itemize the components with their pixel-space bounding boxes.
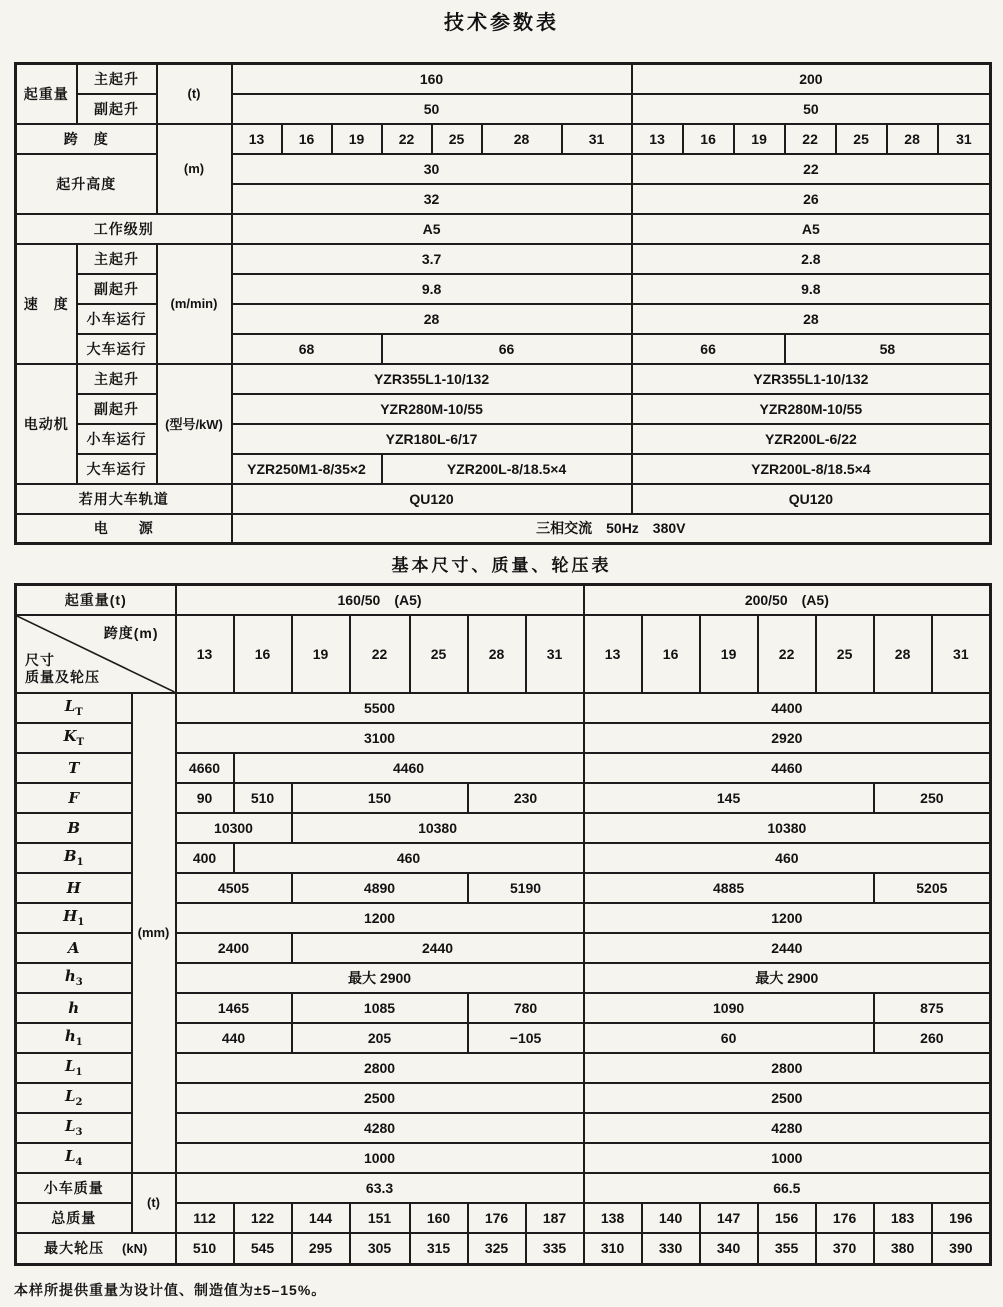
row-power bbox=[16, 514, 991, 544]
row-rail bbox=[16, 484, 991, 514]
unit-kn: (kN) bbox=[122, 1241, 148, 1257]
value-cell: 370 bbox=[816, 1233, 874, 1265]
value-cell: YZR200L-8/18.5×4 bbox=[382, 454, 632, 484]
value-cell: 10380 bbox=[584, 813, 991, 843]
dim-label-a bbox=[16, 933, 132, 963]
span-header-cell: 19 bbox=[292, 615, 350, 693]
value-cell: 355 bbox=[758, 1233, 816, 1265]
value-cell: 176 bbox=[816, 1203, 874, 1233]
value-cell: 390 bbox=[932, 1233, 991, 1265]
diagonal-label-span: 跨度(m) bbox=[103, 624, 159, 641]
label-trolley-travel: 小车运行 bbox=[77, 424, 157, 454]
value-cell: A5 bbox=[632, 214, 991, 244]
span-header-cell: 25 bbox=[816, 615, 874, 693]
value-cell: 1200 bbox=[584, 903, 991, 933]
value-cell: 780 bbox=[468, 993, 584, 1023]
value-cell: 2800 bbox=[584, 1053, 991, 1083]
dim-subscript: 2 bbox=[75, 1096, 83, 1108]
span-header-cell: 25 bbox=[432, 124, 482, 154]
label-crane-rail: 若用大车轨道 bbox=[16, 484, 232, 514]
value-cell: 最大 2900 bbox=[584, 963, 991, 993]
label-span: 跨 度 bbox=[16, 124, 157, 154]
max-wheel-load-text: 最大轮压 bbox=[44, 1240, 105, 1257]
value-cell: 60 bbox=[584, 1023, 874, 1053]
value-cell: 10380 bbox=[292, 813, 584, 843]
value-cell: 510 bbox=[176, 1233, 234, 1265]
value-cell: 875 bbox=[874, 993, 991, 1023]
dim-letter: H bbox=[63, 907, 78, 926]
span-header-cell: 16 bbox=[683, 124, 734, 154]
label-aux-hoist: 副起升 bbox=[77, 274, 157, 304]
value-cell: 2500 bbox=[584, 1083, 991, 1113]
unit-tonnes: (t) bbox=[157, 64, 232, 124]
dim-subscript: 1 bbox=[76, 856, 84, 868]
dim-subscript: T bbox=[76, 736, 84, 748]
value-cell: 112 bbox=[176, 1203, 234, 1233]
span-header-cell: 19 bbox=[734, 124, 785, 154]
value-cell: 1085 bbox=[292, 993, 468, 1023]
dim-label-l2 bbox=[16, 1083, 132, 1113]
dim-subscript: 3 bbox=[75, 1126, 83, 1138]
value-cell: 400 bbox=[176, 843, 234, 873]
value-cell: 335 bbox=[526, 1233, 584, 1265]
value-cell: 50 bbox=[632, 94, 991, 124]
dim-label-l4 bbox=[16, 1143, 132, 1173]
span-header-cell: 22 bbox=[785, 124, 836, 154]
label-duty-class: 工作级别 bbox=[16, 214, 232, 244]
value-cell: YZR355L1-10/132 bbox=[632, 364, 991, 394]
label-main-hoist: 主起升 bbox=[77, 244, 157, 274]
dim-subscript: 1 bbox=[77, 916, 85, 928]
value-cell: 2920 bbox=[584, 723, 991, 753]
label-main-hoist: 主起升 bbox=[77, 364, 157, 394]
dim-letter: h bbox=[64, 1027, 76, 1046]
dim-label-h bbox=[16, 993, 132, 1023]
value-cell: 460 bbox=[234, 843, 584, 873]
value-cell: 3100 bbox=[176, 723, 584, 753]
row-max-wheel-load bbox=[16, 1233, 991, 1265]
span-header-cell: 31 bbox=[932, 615, 991, 693]
value-cell: 145 bbox=[584, 783, 874, 813]
value-cell: 200 bbox=[632, 64, 991, 94]
value-cell: 315 bbox=[410, 1233, 468, 1265]
value-cell: 4400 bbox=[584, 693, 991, 723]
dim-label-h1 bbox=[16, 1023, 132, 1053]
span-header-cell: 19 bbox=[700, 615, 758, 693]
span-header-cell: 25 bbox=[836, 124, 887, 154]
label-crane-travel: 大车运行 bbox=[77, 334, 157, 364]
dim-subscript: 4 bbox=[75, 1156, 83, 1168]
span-header-cell: 13 bbox=[632, 124, 683, 154]
span-header-cell: 19 bbox=[332, 124, 382, 154]
unit-m-per-min: (m/min) bbox=[157, 244, 232, 364]
row-capacity-main bbox=[16, 64, 991, 94]
value-cell: 三相交流 50Hz 380V bbox=[232, 514, 991, 544]
label-trolley-travel: 小车运行 bbox=[77, 304, 157, 334]
value-cell: 2400 bbox=[176, 933, 292, 963]
value-cell: 156 bbox=[758, 1203, 816, 1233]
value-cell: 最大 2900 bbox=[176, 963, 584, 993]
group-header-cell: 160/50 (A5) bbox=[176, 585, 584, 615]
span-header-cell: 22 bbox=[350, 615, 410, 693]
value-cell: 9.8 bbox=[232, 274, 632, 304]
dim-letter: K bbox=[63, 727, 77, 746]
value-cell: 50 bbox=[232, 94, 632, 124]
value-cell: YZR200L-8/18.5×4 bbox=[632, 454, 991, 484]
value-cell: QU120 bbox=[232, 484, 632, 514]
value-cell: YZR355L1-10/132 bbox=[232, 364, 632, 394]
value-cell: 58 bbox=[785, 334, 991, 364]
span-header-cell: 28 bbox=[887, 124, 938, 154]
value-cell: 122 bbox=[234, 1203, 292, 1233]
value-cell: 440 bbox=[176, 1023, 292, 1053]
label-max-wheel-load bbox=[16, 1233, 176, 1265]
value-cell: QU120 bbox=[632, 484, 991, 514]
label-motor: 电动机 bbox=[16, 364, 77, 484]
dim-label-b1 bbox=[16, 843, 132, 873]
label-speed: 速 度 bbox=[16, 244, 77, 364]
value-cell: 1000 bbox=[584, 1143, 991, 1173]
value-cell: 68 bbox=[232, 334, 382, 364]
value-cell: 150 bbox=[292, 783, 468, 813]
value-cell: 63.3 bbox=[176, 1173, 584, 1203]
label-aux-hoist: 副起升 bbox=[77, 394, 157, 424]
dim-label-f bbox=[16, 783, 132, 813]
span-header-cell: 22 bbox=[382, 124, 432, 154]
label-total-mass: 总质量 bbox=[16, 1203, 132, 1233]
value-cell: 2500 bbox=[176, 1083, 584, 1113]
span-header-cell: 13 bbox=[232, 124, 282, 154]
dim-label-b bbox=[16, 813, 132, 843]
span-header-cell: 16 bbox=[234, 615, 292, 693]
dim-label-l3 bbox=[16, 1113, 132, 1143]
value-cell: 90 bbox=[176, 783, 234, 813]
dim-label-h3 bbox=[16, 963, 132, 993]
span-header-cell: 31 bbox=[562, 124, 632, 154]
value-cell: 5190 bbox=[468, 873, 584, 903]
span-header-cell: 22 bbox=[758, 615, 816, 693]
value-cell: A5 bbox=[232, 214, 632, 244]
dim-letter: F bbox=[68, 788, 80, 807]
label-capacity-t: 起重量(t) bbox=[16, 585, 176, 615]
label-power-source: 电 源 bbox=[16, 514, 232, 544]
value-cell: 545 bbox=[234, 1233, 292, 1265]
value-cell: 10300 bbox=[176, 813, 292, 843]
row-capacity-groups bbox=[16, 585, 991, 615]
group-header-cell: 200/50 (A5) bbox=[584, 585, 991, 615]
value-cell: 4885 bbox=[584, 873, 874, 903]
value-cell: 26 bbox=[632, 184, 991, 214]
value-cell: 205 bbox=[292, 1023, 468, 1053]
value-cell: 295 bbox=[292, 1233, 350, 1265]
value-cell: 1090 bbox=[584, 993, 874, 1023]
value-cell: 4280 bbox=[584, 1113, 991, 1143]
value-cell: 4460 bbox=[234, 753, 584, 783]
label-crane-travel: 大车运行 bbox=[77, 454, 157, 484]
value-cell: 310 bbox=[584, 1233, 642, 1265]
value-cell: 22 bbox=[632, 154, 991, 184]
value-cell: 260 bbox=[874, 1023, 991, 1053]
value-cell: 66 bbox=[632, 334, 785, 364]
dim-letter: h bbox=[64, 967, 76, 986]
diagonal-label-dimension: 尺寸 bbox=[25, 651, 55, 668]
footnote: 本样所提供重量为设计值、制造值为±5–15%。 bbox=[14, 1282, 327, 1298]
value-cell: 32 bbox=[232, 184, 632, 214]
page-title-technical-parameters: 技术参数表 bbox=[444, 12, 559, 34]
value-cell: 460 bbox=[584, 843, 991, 873]
page-title-dimensions-table: 基本尺寸、质量、轮压表 bbox=[391, 556, 612, 575]
dim-letter: L bbox=[64, 697, 76, 716]
unit-metres: (m) bbox=[157, 124, 232, 214]
value-cell: 160 bbox=[232, 64, 632, 94]
value-cell: 140 bbox=[642, 1203, 700, 1233]
value-cell: 187 bbox=[526, 1203, 584, 1233]
value-cell: 9.8 bbox=[632, 274, 991, 304]
dim-subscript: 1 bbox=[75, 1066, 83, 1078]
span-header-cell: 13 bbox=[584, 615, 642, 693]
value-cell: 305 bbox=[350, 1233, 410, 1265]
value-cell: 144 bbox=[292, 1203, 350, 1233]
dim-letter: H bbox=[66, 878, 81, 897]
dim-label-h-cap bbox=[16, 873, 132, 903]
label-aux-hoist: 副起升 bbox=[77, 94, 157, 124]
span-header-cell: 16 bbox=[282, 124, 332, 154]
value-cell: 5500 bbox=[176, 693, 584, 723]
value-cell: 5205 bbox=[874, 873, 991, 903]
value-cell: 160 bbox=[410, 1203, 468, 1233]
value-cell: 30 bbox=[232, 154, 632, 184]
diagonal-label-mass-wheelload: 质量及轮压 bbox=[25, 668, 100, 685]
value-cell: 4280 bbox=[176, 1113, 584, 1143]
value-cell: 1200 bbox=[176, 903, 584, 933]
value-cell: 230 bbox=[468, 783, 584, 813]
dimensions-mass-wheelload-table bbox=[14, 583, 992, 1266]
value-cell: 2440 bbox=[584, 933, 991, 963]
unit-tonnes: (t) bbox=[132, 1173, 176, 1233]
value-cell: YZR180L-6/17 bbox=[232, 424, 632, 454]
unit-model-kw: (型号/kW) bbox=[157, 364, 232, 484]
label-main-hoist: 主起升 bbox=[77, 64, 157, 94]
dim-letter: B bbox=[67, 818, 81, 837]
value-cell: 183 bbox=[874, 1203, 932, 1233]
dim-label-kt bbox=[16, 723, 132, 753]
value-cell: 28 bbox=[232, 304, 632, 334]
value-cell: 66 bbox=[382, 334, 632, 364]
value-cell: YZR280M-10/55 bbox=[232, 394, 632, 424]
value-cell: 1465 bbox=[176, 993, 292, 1023]
row-dim-lt bbox=[16, 693, 991, 723]
value-cell: 2800 bbox=[176, 1053, 584, 1083]
value-cell: 66.5 bbox=[584, 1173, 991, 1203]
dim-label-lt bbox=[16, 693, 132, 723]
span-header-cell: 16 bbox=[642, 615, 700, 693]
value-cell: 4505 bbox=[176, 873, 292, 903]
dim-letter: L bbox=[64, 1117, 76, 1136]
value-cell: 28 bbox=[632, 304, 991, 334]
span-header-cell: 25 bbox=[410, 615, 468, 693]
dim-letter: T bbox=[68, 758, 80, 777]
value-cell: 380 bbox=[874, 1233, 932, 1265]
dim-letter: L bbox=[64, 1057, 76, 1076]
value-cell: 147 bbox=[700, 1203, 758, 1233]
technical-parameters-table bbox=[14, 62, 992, 545]
value-cell: −105 bbox=[468, 1023, 584, 1053]
value-cell: 4460 bbox=[584, 753, 991, 783]
value-cell: 340 bbox=[700, 1233, 758, 1265]
value-cell: YZR280M-10/55 bbox=[632, 394, 991, 424]
dim-label-l1 bbox=[16, 1053, 132, 1083]
label-lifting-height: 起升高度 bbox=[16, 154, 157, 214]
dim-label-h1-cap bbox=[16, 903, 132, 933]
value-cell: 176 bbox=[468, 1203, 526, 1233]
dim-letter: L bbox=[64, 1087, 76, 1106]
dim-subscript: T bbox=[75, 706, 83, 718]
row-duty-class bbox=[16, 214, 991, 244]
dim-letter: h bbox=[68, 998, 80, 1017]
value-cell: YZR200L-6/22 bbox=[632, 424, 991, 454]
value-cell: YZR250M1-8/35×2 bbox=[232, 454, 382, 484]
dim-letter: A bbox=[67, 938, 80, 957]
dim-subscript: 1 bbox=[75, 1036, 83, 1048]
row-span bbox=[16, 124, 991, 154]
label-trolley-mass: 小车质量 bbox=[16, 1173, 132, 1203]
value-cell: 325 bbox=[468, 1233, 526, 1265]
value-cell: 138 bbox=[584, 1203, 642, 1233]
span-header-cell: 28 bbox=[874, 615, 932, 693]
value-cell: 1000 bbox=[176, 1143, 584, 1173]
row-span-headers bbox=[16, 615, 991, 693]
span-header-cell: 28 bbox=[468, 615, 526, 693]
dim-letter: L bbox=[64, 1147, 76, 1166]
dim-letter: B bbox=[63, 847, 77, 866]
dim-label-t bbox=[16, 753, 132, 783]
value-cell: 4890 bbox=[292, 873, 468, 903]
value-cell: 196 bbox=[932, 1203, 991, 1233]
row-trolley-mass bbox=[16, 1173, 991, 1203]
label-lifting-capacity: 起重量 bbox=[16, 64, 77, 124]
value-cell: 510 bbox=[234, 783, 292, 813]
span-header-cell: 13 bbox=[176, 615, 234, 693]
dim-subscript: 3 bbox=[75, 976, 83, 988]
unit-mm: (mm) bbox=[132, 693, 176, 1173]
value-cell: 2440 bbox=[292, 933, 584, 963]
span-header-cell: 28 bbox=[482, 124, 562, 154]
span-header-cell: 31 bbox=[938, 124, 991, 154]
value-cell: 3.7 bbox=[232, 244, 632, 274]
value-cell: 330 bbox=[642, 1233, 700, 1265]
row-motor-main bbox=[16, 364, 991, 394]
value-cell: 250 bbox=[874, 783, 991, 813]
value-cell: 4660 bbox=[176, 753, 234, 783]
span-header-cell: 31 bbox=[526, 615, 584, 693]
diagonal-header-cell bbox=[16, 615, 176, 693]
row-speed-main bbox=[16, 244, 991, 274]
value-cell: 2.8 bbox=[632, 244, 991, 274]
value-cell: 151 bbox=[350, 1203, 410, 1233]
